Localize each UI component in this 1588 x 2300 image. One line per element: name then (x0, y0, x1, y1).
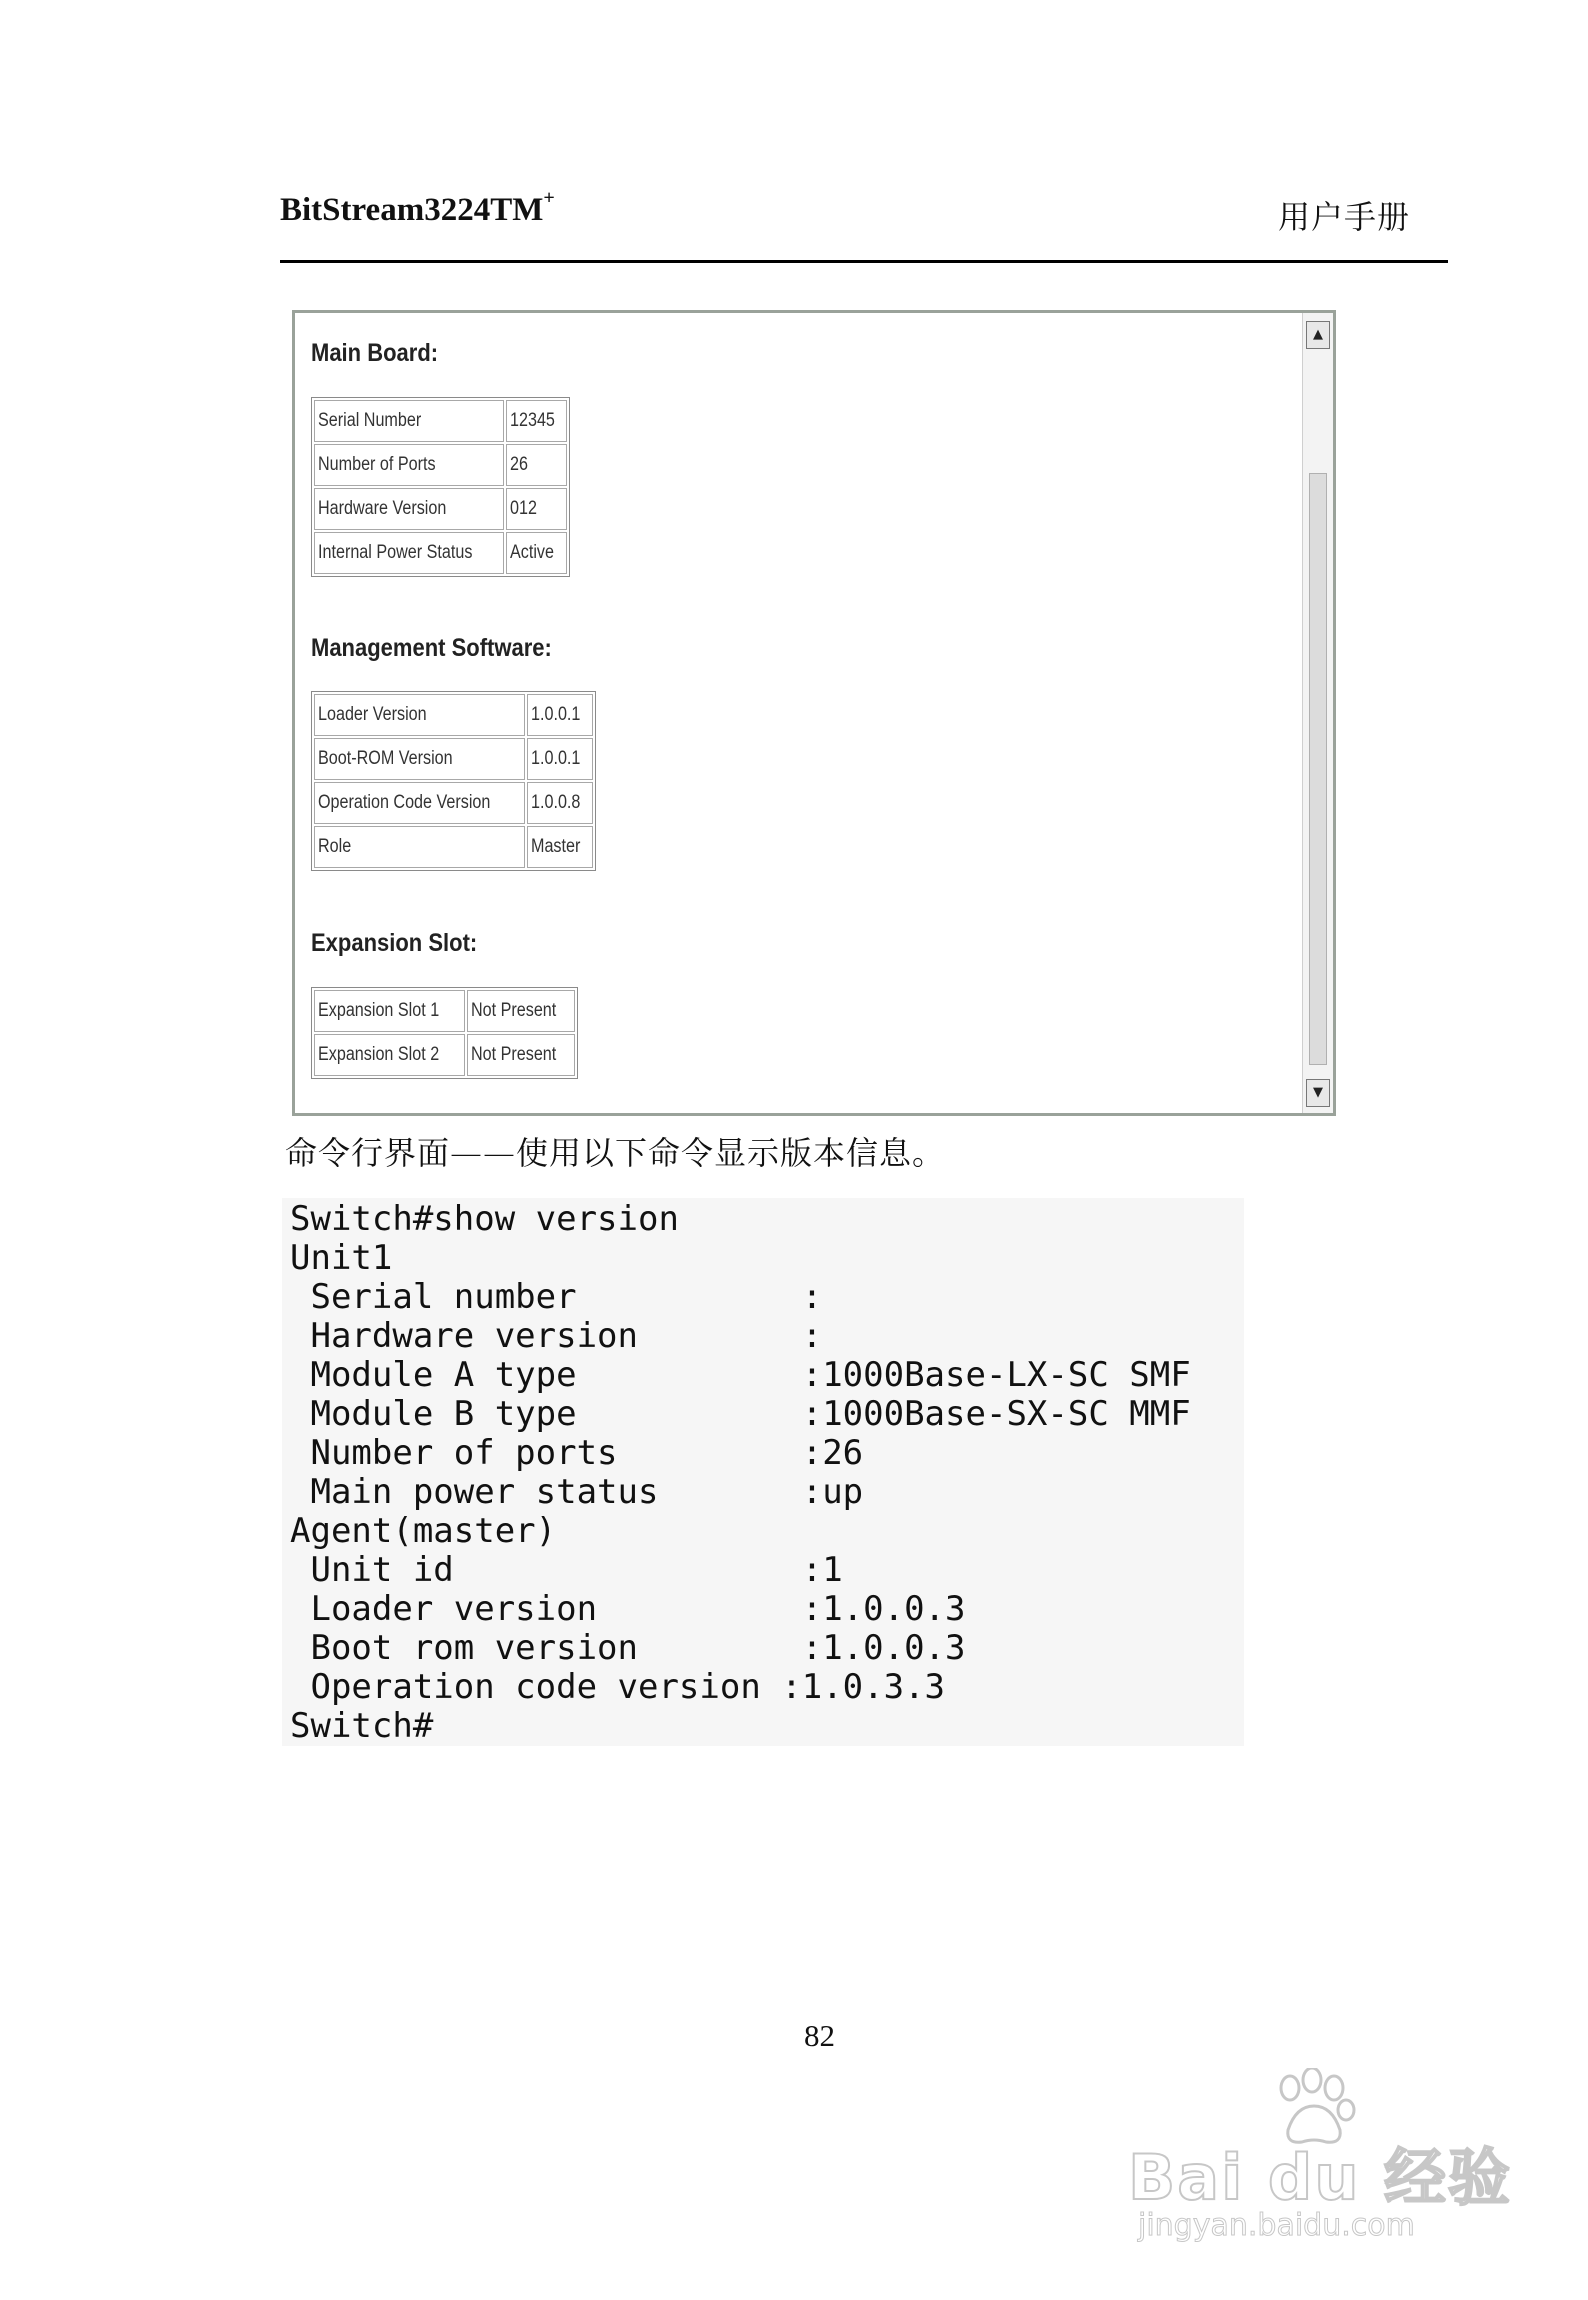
row-value: Active (509, 542, 554, 563)
management-software-title: Management Software: (311, 634, 552, 662)
main-board-title: Main Board: (311, 339, 439, 367)
cli-line: Unit1 (290, 1238, 393, 1278)
row-value: 1.0.0.1 (530, 748, 581, 769)
page-header (280, 176, 1410, 246)
cli-line: Number of ports :26 (290, 1433, 864, 1473)
row-label: Loader Version (318, 704, 427, 725)
scroll-thumb[interactable] (1309, 473, 1327, 1065)
row-label: Operation Code Version (318, 792, 491, 813)
row-value: 26 (509, 454, 528, 475)
table-row (314, 488, 567, 530)
cli-line: Agent(master) (290, 1511, 557, 1551)
document-kind: 用户手册 (1277, 198, 1410, 236)
version-info-screenshot (292, 310, 1336, 1116)
row-value: 1.0.0.8 (530, 792, 581, 813)
row-label: Role (318, 836, 352, 857)
cli-output (282, 1198, 1244, 1746)
watermark-brand: Bai du 经验 (1128, 2141, 1513, 2214)
scroll-up-button[interactable]: ▲ (1306, 321, 1330, 349)
cli-line: Loader version :1.0.0.3 (290, 1589, 966, 1629)
row-value: Not Present (470, 1000, 556, 1021)
expansion-slot-title: Expansion Slot: (311, 929, 478, 957)
row-value: 012 (509, 498, 537, 519)
table-row (314, 990, 575, 1032)
row-label: Number of Ports (318, 454, 436, 475)
cli-line: Main power status :up (290, 1472, 864, 1512)
table-row (314, 782, 593, 824)
row-label: Expansion Slot 2 (318, 1044, 440, 1065)
row-value: Master (530, 836, 581, 857)
scroll-down-button[interactable]: ▼ (1306, 1079, 1330, 1107)
version-info-content (311, 329, 1291, 1099)
cli-line: Switch#show version (290, 1199, 679, 1239)
table-row (314, 826, 593, 868)
expansion-slot-table (311, 987, 578, 1079)
vertical-scrollbar[interactable] (1302, 313, 1333, 1113)
table-row (314, 1034, 575, 1076)
cli-caption: 命令行界面——使用以下命令显示版本信息。 (285, 1134, 946, 1172)
row-label: Boot-ROM Version (318, 748, 453, 769)
row-value: 12345 (509, 410, 555, 431)
table-row (314, 444, 567, 486)
cli-line: Switch# (290, 1706, 434, 1746)
page-number: 82 (804, 2018, 835, 2053)
row-label: Hardware Version (318, 498, 447, 519)
cli-line: Hardware version : (290, 1316, 823, 1356)
watermark-url: jingyan.baidu.com (1138, 2208, 1415, 2243)
document-title: BitStream3224TM+ (280, 187, 555, 228)
baidu-watermark (1128, 2058, 1528, 2258)
table-row (314, 694, 593, 736)
cli-line: Serial number : (290, 1277, 823, 1317)
table-row (314, 400, 567, 442)
row-value: Not Present (470, 1044, 556, 1065)
table-row (314, 738, 593, 780)
cli-line: Unit id :1 (290, 1550, 843, 1590)
management-software-table (311, 691, 596, 871)
cli-line: Boot rom version :1.0.0.3 (290, 1628, 966, 1668)
row-label: Serial Number (318, 410, 422, 431)
row-label: Internal Power Status (318, 542, 473, 563)
cli-line: Module B type :1000Base-SX-SC MMF (290, 1394, 1191, 1434)
main-board-table (311, 397, 570, 577)
row-value: 1.0.0.1 (530, 704, 581, 725)
cli-line: Operation code version :1.0.3.3 (290, 1667, 946, 1707)
table-row (314, 532, 567, 574)
header-rule (280, 260, 1448, 263)
row-label: Expansion Slot 1 (318, 1000, 440, 1021)
cli-line: Module A type :1000Base-LX-SC SMF (290, 1355, 1191, 1395)
